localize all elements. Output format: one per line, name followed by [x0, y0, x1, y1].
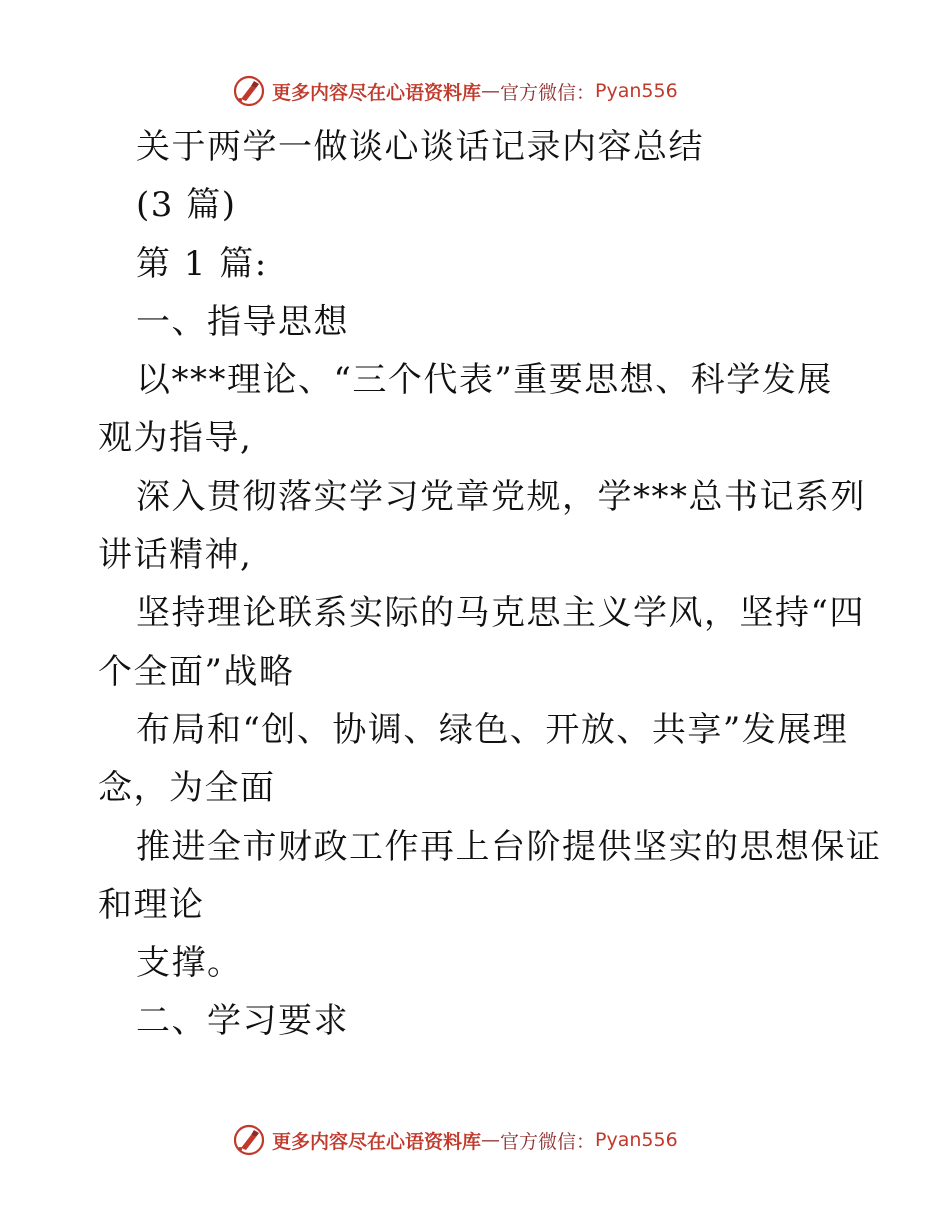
paragraph-line: 支撑。: [136, 943, 243, 984]
document-title: 关于两学一做谈心谈话记录内容总结: [136, 127, 704, 167]
paragraph-line: 布局和“创、协调、绿色、开放、共享”发展理: [136, 709, 849, 750]
paragraph-line: 念，为全面: [98, 768, 276, 809]
document-body: [98, 118, 882, 1051]
paragraph-line: 讲话精神,: [98, 535, 253, 576]
paragraph-line: 坚持理论联系实际的马克思主义学风，坚持“四: [136, 593, 865, 634]
watermark-official-label: 官方微信：: [500, 1130, 596, 1153]
paragraph-line: 以***理论、“三个代表”重要思想、科学发展: [136, 360, 833, 401]
watermark-separator: —: [481, 80, 501, 102]
section-heading: 第 1 篇:: [136, 243, 268, 284]
paragraph-line: 和理论: [98, 884, 205, 925]
paragraph-line: 观为指导,: [98, 418, 253, 459]
section-heading: 二、学习要求: [136, 1001, 349, 1042]
section-heading: 一、指导思想: [136, 301, 349, 342]
watermark-site-text: 更多内容尽在心语资料库: [272, 81, 482, 104]
watermark-site-text: 更多内容尽在心语资料库: [272, 1130, 482, 1153]
watermark-wechat-id: Pyan556: [595, 80, 678, 102]
document-subtitle: (3 篇): [136, 185, 237, 226]
paragraph-line: 推进全市财政工作再上台阶提供坚实的思想保证: [136, 826, 882, 867]
watermark-separator: —: [481, 1129, 501, 1151]
paragraph-line: 个全面”战略: [98, 651, 295, 692]
watermark-wechat-id: Pyan556: [595, 1129, 678, 1151]
watermark-official-label: 官方微信：: [500, 81, 596, 104]
header-watermark: [232, 71, 678, 111]
pen-nib-logo-icon: [232, 1123, 266, 1157]
paragraph-line: 深入贯彻落实学习党章党规，学***总书记系列: [136, 476, 866, 517]
footer-watermark: [232, 1120, 678, 1160]
pen-nib-logo-icon: [232, 74, 266, 108]
